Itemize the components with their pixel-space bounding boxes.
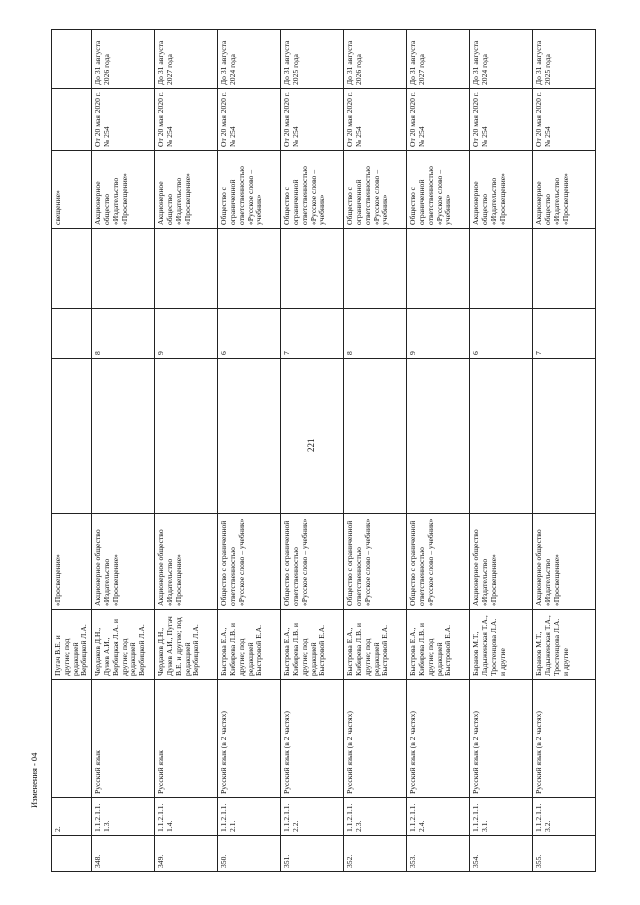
cell-term: До 31 августа 2025 года (533, 30, 596, 89)
cell-publisher2: Общество с ограниченной ответственностью «Русское слово – учебник» (407, 151, 470, 229)
footer-note: Изменения - 04 (29, 752, 39, 808)
cell-blank (92, 229, 155, 309)
cell-term: До 31 августа 2027 года (407, 30, 470, 89)
cell-grade: 6 (470, 309, 533, 359)
cell-publisher: Акционерное общество «Издательство «Просвещение» (155, 514, 218, 610)
cell-order: От 20 мая 2020 г. № 254 (218, 89, 281, 151)
cell-code: 2. (52, 798, 92, 836)
cell-publisher2: Общество с ограниченной ответственностью «Русское слово – учебник» (218, 151, 281, 229)
cell-subject (52, 680, 92, 798)
table-row (344, 30, 407, 872)
cell-code: 1.1.2.1.1.3.2. (533, 798, 596, 836)
table-row (52, 30, 92, 872)
cell-blank (470, 359, 533, 514)
cell-blank (155, 229, 218, 309)
cell-publisher: Общество с ограниченной ответственностью «Русское слово – учебник» (407, 514, 470, 610)
cell-grade: 6 (218, 309, 281, 359)
cell-authors: Чердаков Д.Н., Дунев А.И., Пугач В.Е. и другие; под редакцией Вербицкой Л.А. (155, 610, 218, 680)
cell-term: До 31 августа 2024 года (218, 30, 281, 89)
cell-publisher2: Общество с ограниченной ответственностью «Русское слово – учебник» (281, 151, 344, 229)
table-row (155, 30, 218, 872)
cell-publisher: Общество с ограниченной ответственностью «Русское слово – учебник» (218, 514, 281, 610)
cell-code: 1.1.2.1.1.1.3. (92, 798, 155, 836)
cell-subject: Русский язык (в 2 частях) (218, 680, 281, 798)
cell-blank (281, 359, 344, 514)
cell-authors: Быстрова Е.А., Кибирева Л.В. и другие; под редакцией Быстровой Е.А. (344, 610, 407, 680)
table-row (92, 30, 155, 872)
cell-blank (155, 359, 218, 514)
cell-authors: Баранов М.Т., Ладыженская Т.А., Тростенцова Л.А. и другие (470, 610, 533, 680)
cell-term (52, 30, 92, 89)
cell-order: От 20 мая 2020 г. № 254 (92, 89, 155, 151)
cell-num (52, 836, 92, 872)
cell-order: От 20 мая 2020 г. № 254 (281, 89, 344, 151)
cell-blank (218, 359, 281, 514)
cell-publisher: Общество с ограниченной ответственностью «Русское слово – учебник» (281, 514, 344, 610)
cell-num: 355. (533, 836, 596, 872)
cell-term: До 31 августа 2027 года (155, 30, 218, 89)
cell-term: До 31 августа 2024 года (470, 30, 533, 89)
cell-blank (344, 359, 407, 514)
cell-subject: Русский язык (в 2 частях) (533, 680, 596, 798)
cell-authors: Быстрова Е.А., Кибирева Л.В. и другие; под редакцией Быстровой Е.А. (218, 610, 281, 680)
table-row (407, 30, 470, 872)
cell-blank (344, 229, 407, 309)
cell-grade: 9 (155, 309, 218, 359)
cell-code: 1.1.2.1.1.3.1. (470, 798, 533, 836)
cell-code: 1.1.2.1.1.1.4. (155, 798, 218, 836)
cell-subject: Русский язык (в 2 частях) (407, 680, 470, 798)
cell-subject: Русский язык (92, 680, 155, 798)
cell-publisher2: Акционерное общество «Издательство «Просвещение» (470, 151, 533, 229)
cell-term: До 31 августа 2025 года (281, 30, 344, 89)
cell-order: От 20 мая 2020 г. № 254 (533, 89, 596, 151)
cell-publisher: «Просвещение» (52, 514, 92, 610)
cell-subject: Русский язык (в 2 частях) (470, 680, 533, 798)
cell-grade (52, 309, 92, 359)
cell-subject: Русский язык (в 2 частях) (344, 680, 407, 798)
cell-blank (407, 359, 470, 514)
cell-publisher2: Акционерное общество «Издательство «Просвещение» (92, 151, 155, 229)
cell-blank (533, 359, 596, 514)
cell-authors: Быстрова Е.А., Кибирева Л.В. и другие; под редакцией Быстровой Е.А. (281, 610, 344, 680)
cell-blank (533, 229, 596, 309)
cell-term: До 31 августа 2026 года (344, 30, 407, 89)
cell-authors: Баранов М.Т., Ладыженская Т.А., Тростенцова Л.А. и другие (533, 610, 596, 680)
cell-publisher: Общество с ограниченной ответственностью «Русское слово – учебник» (344, 514, 407, 610)
page-number: 221 (306, 438, 316, 452)
cell-publisher2: свещение» (52, 151, 92, 229)
table-row (218, 30, 281, 872)
cell-order: От 20 мая 2020 г. № 254 (470, 89, 533, 151)
cell-order (52, 89, 92, 151)
cell-subject: Русский язык (в 2 частях) (281, 680, 344, 798)
cell-publisher: Акционерное общество «Издательство «Просвещение» (470, 514, 533, 610)
cell-subject: Русский язык (155, 680, 218, 798)
textbook-table (51, 29, 596, 872)
cell-grade: 7 (281, 309, 344, 359)
cell-order: От 20 мая 2020 г. № 254 (344, 89, 407, 151)
cell-grade: 7 (533, 309, 596, 359)
cell-authors: Быстрова Е.А., Кибирева Л.В. и другие; под редакцией Быстровой Е.А. (407, 610, 470, 680)
cell-blank (470, 229, 533, 309)
cell-blank (52, 229, 92, 309)
cell-num: 350. (218, 836, 281, 872)
cell-code: 1.1.2.1.1.2.4. (407, 798, 470, 836)
cell-num: 354. (470, 836, 533, 872)
cell-publisher2: Общество с ограниченной ответственностью «Русское слово – учебник» (344, 151, 407, 229)
cell-num: 349. (155, 836, 218, 872)
cell-num: 348. (92, 836, 155, 872)
cell-blank (407, 229, 470, 309)
cell-code: 1.1.2.1.1.2.3. (344, 798, 407, 836)
cell-code: 1.1.2.1.1.2.2. (281, 798, 344, 836)
table-row (533, 30, 596, 872)
cell-order: От 20 мая 2020 г. № 254 (155, 89, 218, 151)
cell-term: До 31 августа 2026 года (92, 30, 155, 89)
cell-num: 351. (281, 836, 344, 872)
cell-order: От 20 мая 2020 г. № 254 (407, 89, 470, 151)
cell-blank (52, 359, 92, 514)
cell-num: 352. (344, 836, 407, 872)
cell-blank (281, 229, 344, 309)
cell-publisher: Акционерное общество «Издательство «Просвещение» (533, 514, 596, 610)
cell-blank (218, 229, 281, 309)
cell-grade: 8 (92, 309, 155, 359)
cell-publisher2: Акционерное общество «Издательство «Просвещение» (155, 151, 218, 229)
table-row (470, 30, 533, 872)
cell-publisher2: Акционерное общество «Издательство «Просвещение» (533, 151, 596, 229)
cell-num: 353. (407, 836, 470, 872)
cell-grade: 9 (407, 309, 470, 359)
cell-grade: 8 (344, 309, 407, 359)
rotated-page (51, 30, 591, 872)
cell-publisher: Акционерное общество «Издательство «Просвещение» (92, 514, 155, 610)
cell-code: 1.1.2.1.1.2.1. (218, 798, 281, 836)
cell-blank (92, 359, 155, 514)
cell-authors: Чердаков Д.Н., Дунев А.И., Вербицкая Л.А. и другие; под редакцией Вербицкой Л.А. (92, 610, 155, 680)
cell-authors: Пугач В.Е. и другие; под редакцией Вербицкой Л.А. (52, 610, 92, 680)
